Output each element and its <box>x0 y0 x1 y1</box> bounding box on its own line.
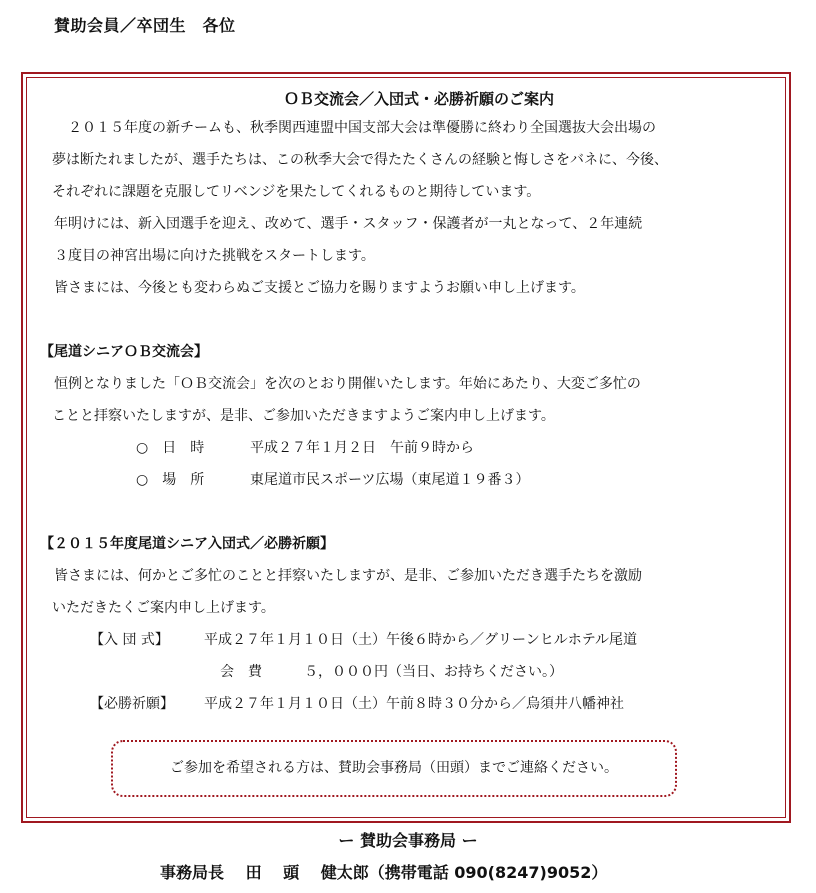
entry-section-heading: 【２０１５年度尾道シニア入団式／必勝祈願】 <box>40 536 334 552</box>
notice-title: ＯＢ交流会／入団式・必勝祈願のご案内 <box>283 90 554 108</box>
entry-body-line: いただきたくご案内申し上げます。 <box>52 600 275 616</box>
prayer-label: 【必勝祈願】 <box>90 696 174 712</box>
intro-line: 夢は断たれましたが、選手たちは、この秋季大会で得たたくさんの経験と悔しさをバネに、今後、 <box>52 152 668 168</box>
fee-value: ５，０００円（当日、お持ちください。） <box>304 664 563 680</box>
addressee: 賛助会員／卒団生 各位 <box>54 16 236 35</box>
ob-date-value: 平成２７年１月２日 午前９時から <box>250 440 474 456</box>
ceremony-row <box>40 624 784 656</box>
ob-place-row <box>40 464 784 496</box>
ob-section-heading: 【尾道シニアＯＢ交流会】 <box>40 344 208 360</box>
contact-box: ご参加を希望される方は、賛助会事務局（田頭）までご連絡ください。 <box>111 740 677 797</box>
ceremony-value: 平成２７年１月１０日（土）午後６時から／グリーンヒルホテル尾道 <box>204 632 638 648</box>
prayer-value: 平成２７年１月１０日（土）午前８時３０分から／烏須井八幡神社 <box>204 696 624 712</box>
ob-place-label: ○ 場 所 <box>136 472 205 488</box>
intro-line: それぞれに課題を克服してリベンジを果たしてくれるものと期待しています。 <box>52 184 541 200</box>
ob-date-label: ○ 日 時 <box>136 440 205 456</box>
ob-date-row <box>40 432 784 464</box>
ob-place-value: 東尾道市民スポーツ広場（東尾道１９番３） <box>250 472 530 488</box>
intro-line: ３度目の神宮出場に向けた挑戦をスタートします。 <box>54 248 375 264</box>
office-chief: 事務局長 田 頭 健太郎（携帯電話 090(8247)9052） <box>160 863 608 882</box>
ob-body-line: ことと拝察いたしますが、是非、ご参加いただきますようご案内申し上げます。 <box>52 408 555 424</box>
fee-row <box>40 656 784 688</box>
entry-body-line: 皆さまには、何かとご多忙のことと拝察いたしますが、是非、ご参加いただき選手たちを激励 <box>54 568 642 584</box>
ob-body-line: 恒例となりました「ＯＢ交流会」を次のとおり開催いたします。年始にあたり、大変ご多忙の <box>54 376 641 392</box>
notice-body <box>40 86 784 720</box>
ceremony-label: 【入 団 式】 <box>90 632 169 648</box>
intro-line: 年明けには、新入団選手を迎え、改めて、選手・スタッフ・保護者が一丸となって、２年連続 <box>54 216 643 232</box>
prayer-row <box>40 688 784 720</box>
intro-line: ２０１５年度の新チームも、秋季関西連盟中国支部大会は準優勝に終わり全国選抜大会出場の <box>68 120 656 136</box>
office-name: ー 賛助会事務局 ー <box>338 831 478 850</box>
intro-line: 皆さまには、今後とも変わらぬご支援とご協力を賜りますようお願い申し上げます。 <box>54 280 585 296</box>
fee-label: 会 費 <box>220 664 262 680</box>
